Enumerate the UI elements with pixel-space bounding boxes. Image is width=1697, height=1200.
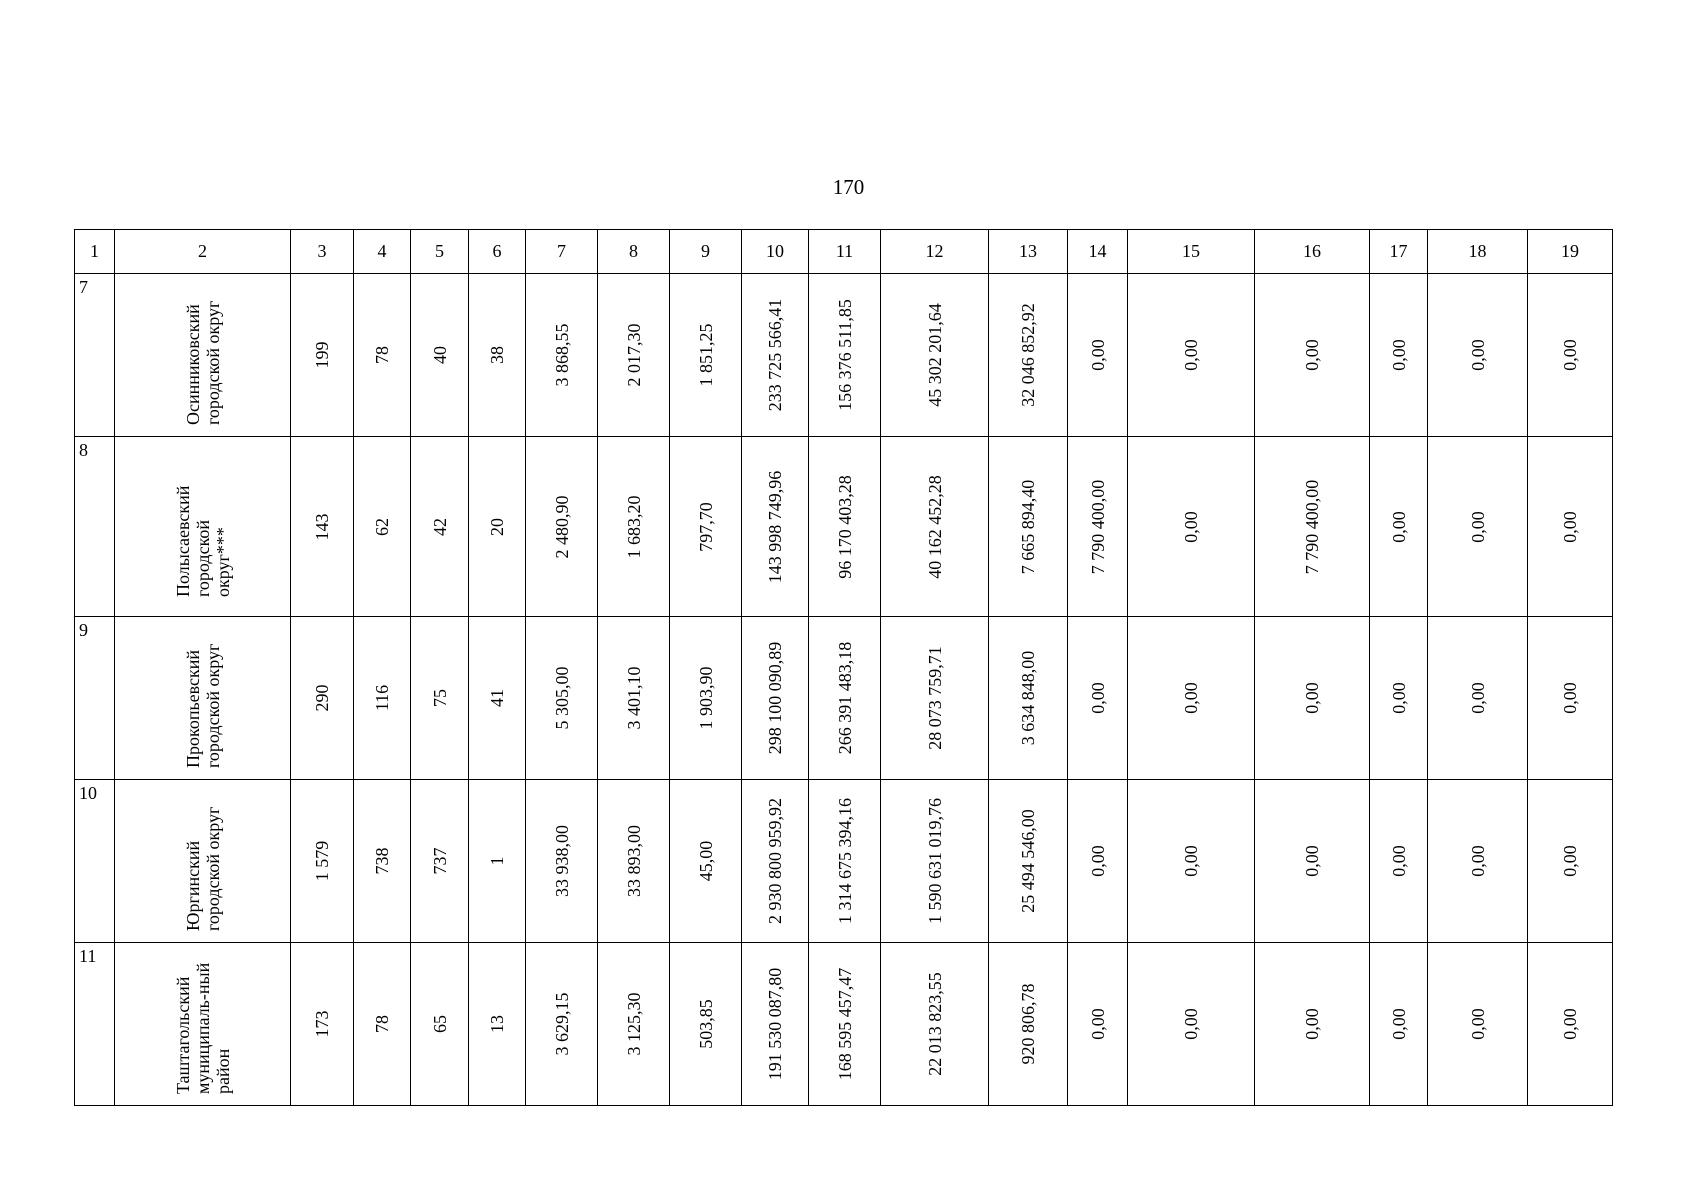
column-header: 16 [1255,230,1370,274]
cell-value: 3 868,55 [551,323,572,387]
cell-value: 0,00 [1087,845,1108,877]
column-header: 6 [469,230,526,274]
cell-value: 78 [372,1015,392,1033]
cell-value: 738 [372,847,392,875]
cell-value: 266 391 483,18 [834,641,855,755]
value-cell [1528,437,1613,617]
cell-value: 7 665 894,40 [1018,479,1038,574]
data-table [74,229,1613,1106]
value-cell [1428,943,1528,1106]
value-cell [1428,437,1528,617]
value-cell [1370,437,1428,617]
column-header: 8 [598,230,670,274]
column-header: 7 [526,230,598,274]
cell-value: 45 302 201,64 [924,303,945,407]
cell-value: 0,00 [1181,339,1201,371]
cell-value: 13 [487,1015,507,1033]
value-cell [989,274,1068,437]
value-cell [881,437,989,617]
cell-value: 32 046 852,92 [1018,303,1038,407]
municipality-cell [115,437,291,617]
value-cell [354,780,411,943]
value-cell [526,274,598,437]
row-number-cell [75,617,115,780]
cell-value: 0,00 [1467,845,1488,877]
value-cell [1128,274,1255,437]
value-cell [1428,617,1528,780]
table-row [75,274,1613,437]
column-header: 4 [354,230,411,274]
row-number-cell [75,780,115,943]
cell-value: 233 725 566,41 [765,298,785,412]
value-cell [989,943,1068,1106]
column-header: 11 [809,230,881,274]
value-cell [1128,437,1255,617]
cell-value: 7 790 400,00 [1302,479,1322,574]
value-cell [469,274,526,437]
municipality-cell [115,274,291,437]
cell-value: 40 162 452,28 [924,474,945,579]
value-cell [411,437,469,617]
column-header: 13 [989,230,1068,274]
cell-value: 0,00 [1302,339,1322,371]
value-cell [469,617,526,780]
cell-value: 0,00 [1388,845,1409,877]
cell-value: 33 893,00 [623,825,644,897]
value-cell [1528,943,1613,1106]
cell-value: 1 579 [312,840,332,882]
header-row [75,230,1613,274]
value-cell [881,617,989,780]
cell-value: 42 [429,517,450,536]
cell-value: 7 790 400,00 [1087,479,1108,574]
cell-value: 290 [312,684,332,712]
cell-value: 5 305,00 [551,666,572,730]
value-cell [291,780,354,943]
value-cell [881,274,989,437]
cell-value: 0,00 [1302,845,1322,877]
value-cell [670,437,742,617]
municipality-cell [115,617,291,780]
value-cell [670,617,742,780]
value-cell [1370,780,1428,943]
cell-value: 0,00 [1087,339,1108,371]
row-number-cell [75,437,115,617]
value-cell [526,943,598,1106]
value-cell [469,780,526,943]
value-cell [354,274,411,437]
value-cell [1428,274,1528,437]
row-number-cell [75,274,115,437]
cell-value: 0,00 [1181,510,1201,543]
cell-value: 1 [487,856,507,866]
cell-value: 0,00 [1087,1008,1108,1040]
value-cell [1068,274,1128,437]
row-number: 8 [79,440,88,460]
cell-value: 0,00 [1388,339,1409,371]
value-cell [742,617,809,780]
value-cell [411,274,469,437]
cell-value: 65 [429,1015,450,1033]
value-cell [742,274,809,437]
row-number-cell [75,943,115,1106]
cell-value: 0,00 [1388,682,1409,714]
cell-value: 3 401,10 [623,666,644,730]
cell-value: 156 376 511,85 [834,299,855,411]
value-cell [526,780,598,943]
value-cell [809,780,881,943]
cell-value: 199 [312,341,332,369]
cell-value: 78 [372,346,392,364]
page-number: 170 [832,175,865,199]
value-cell [291,274,354,437]
value-cell [354,617,411,780]
value-cell [291,943,354,1106]
cell-value: 0,00 [1388,510,1409,543]
cell-value: 22 013 823,55 [924,972,945,1076]
column-header: 1 [75,230,115,274]
cell-value: 503,85 [695,999,716,1049]
cell-value: 40 [429,346,450,364]
cell-value: 62 [372,517,392,536]
row-number: 11 [79,946,97,966]
cell-value: 143 998 749,96 [765,470,785,583]
column-header: 14 [1068,230,1128,274]
value-cell [1428,780,1528,943]
value-cell [598,437,670,617]
cell-value: 0,00 [1181,845,1201,877]
cell-value: 0,00 [1302,682,1322,714]
value-cell [809,943,881,1106]
value-cell [411,617,469,780]
cell-value: 797,70 [695,501,716,552]
cell-value: 1 683,20 [623,495,644,558]
municipality-cell [115,943,291,1106]
cell-value: 75 [429,689,450,707]
value-cell [809,274,881,437]
cell-value: 0,00 [1467,1008,1488,1040]
cell-value: 191 530 087,80 [765,967,785,1081]
cell-value: 2 480,90 [551,495,572,558]
row-number: 9 [79,620,88,640]
cell-value: 920 806,78 [1018,983,1038,1065]
value-cell [1370,274,1428,437]
cell-value: 0,00 [1181,682,1201,714]
value-cell [742,943,809,1106]
cell-value: 3 125,30 [623,992,644,1056]
value-cell [411,943,469,1106]
municipality-name: Осинниковский городской округ [182,300,223,425]
cell-value: 0,00 [1467,682,1488,714]
cell-value: 0,00 [1087,682,1108,714]
value-cell [670,780,742,943]
table-row [75,617,1613,780]
table-row [75,943,1613,1106]
value-cell [598,617,670,780]
municipality-cell [115,780,291,943]
municipality-name: Прокопьевский городской округ [182,643,223,768]
column-header: 2 [115,230,291,274]
cell-value: 0,00 [1560,682,1580,714]
cell-value: 116 [372,684,392,712]
cell-value: 0,00 [1560,339,1580,371]
value-cell [1528,274,1613,437]
value-cell [1068,780,1128,943]
column-header: 5 [411,230,469,274]
cell-value: 1 851,25 [695,323,716,387]
cell-value: 0,00 [1302,1008,1322,1040]
value-cell [1255,617,1370,780]
cell-value: 2 017,30 [623,323,644,387]
value-cell [1128,780,1255,943]
value-cell [1068,437,1128,617]
cell-value: 38 [487,346,507,364]
value-cell [411,780,469,943]
cell-value: 0,00 [1560,845,1580,877]
value-cell [881,943,989,1106]
cell-value: 45,00 [695,840,716,882]
value-cell [1068,943,1128,1106]
value-cell [1128,617,1255,780]
value-cell [354,437,411,617]
value-cell [469,437,526,617]
cell-value: 20 [487,517,507,536]
value-cell [598,780,670,943]
value-cell [809,437,881,617]
value-cell [469,943,526,1106]
cell-value: 0,00 [1467,510,1488,543]
value-cell [354,943,411,1106]
value-cell [598,274,670,437]
value-cell [1528,780,1613,943]
cell-value: 173 [312,1010,332,1038]
value-cell [742,437,809,617]
value-cell [989,617,1068,780]
municipality-name: Полысаевский городской округ*** [172,485,233,597]
municipality-name: Юргинский городской округ [182,806,223,931]
value-cell [526,437,598,617]
cell-value: 1 903,90 [695,666,716,730]
column-header: 18 [1428,230,1528,274]
value-cell [809,617,881,780]
cell-value: 3 629,15 [551,992,572,1056]
value-cell [1528,617,1613,780]
value-cell [291,617,354,780]
cell-value: 3 634 848,00 [1018,650,1038,746]
cell-value: 96 170 403,28 [834,474,855,579]
value-cell [670,943,742,1106]
cell-value: 2 930 800 959,92 [765,798,785,924]
value-cell [989,437,1068,617]
cell-value: 25 494 546,00 [1018,809,1038,913]
value-cell [1255,943,1370,1106]
column-header: 10 [742,230,809,274]
column-header: 19 [1528,230,1613,274]
cell-value: 33 938,00 [551,825,572,897]
cell-value: 0,00 [1388,1008,1409,1040]
value-cell [291,437,354,617]
value-cell [1068,617,1128,780]
value-cell [989,780,1068,943]
table-row [75,780,1613,943]
cell-value: 168 595 457,47 [834,967,855,1081]
cell-value: 0,00 [1560,510,1580,543]
cell-value: 143 [312,513,332,540]
cell-value: 0,00 [1560,1008,1580,1040]
municipality-name: Таштагольский муниципаль-ный район [172,962,233,1094]
column-header: 9 [670,230,742,274]
value-cell [526,617,598,780]
column-header: 12 [881,230,989,274]
value-cell [598,943,670,1106]
row-number: 10 [79,783,97,803]
cell-value: 1 314 675 394,16 [834,798,855,924]
value-cell [1128,943,1255,1106]
cell-value: 737 [429,847,450,875]
cell-value: 0,00 [1181,1008,1201,1040]
value-cell [1370,943,1428,1106]
table-row [75,437,1613,617]
column-header: 15 [1128,230,1255,274]
column-header: 3 [291,230,354,274]
value-cell [1255,780,1370,943]
cell-value: 41 [487,689,507,707]
column-header: 17 [1370,230,1428,274]
value-cell [1255,274,1370,437]
value-cell [1255,437,1370,617]
cell-value: 0,00 [1467,339,1488,371]
row-number: 7 [79,277,88,297]
cell-value: 28 073 759,71 [924,646,945,750]
value-cell [742,780,809,943]
value-cell [881,780,989,943]
value-cell [1370,617,1428,780]
value-cell [670,274,742,437]
cell-value: 298 100 090,89 [765,641,785,755]
cell-value: 1 590 631 019,76 [924,798,945,924]
